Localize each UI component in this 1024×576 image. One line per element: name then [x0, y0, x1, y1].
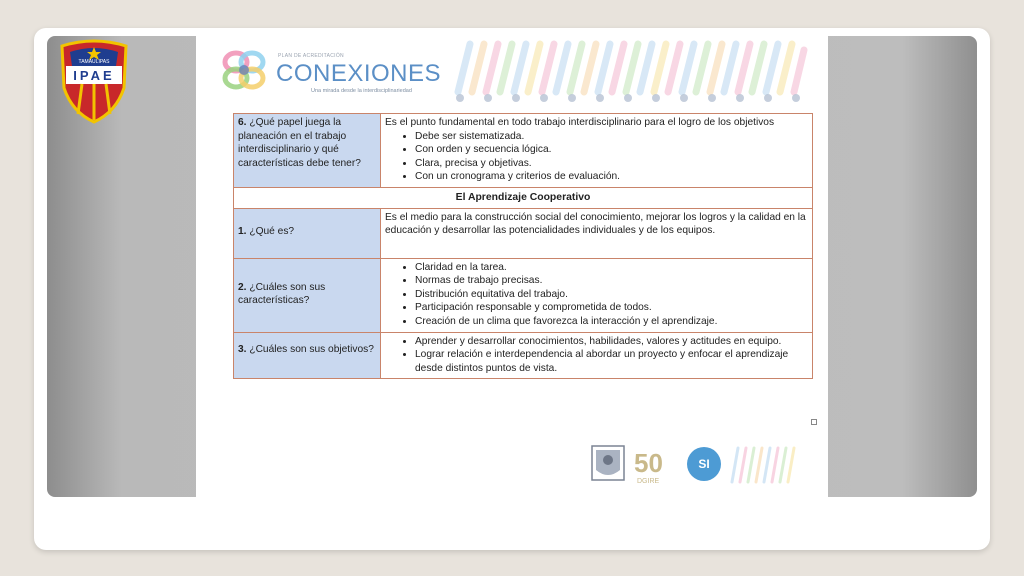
list-item: • Distribución equitativa del trabajo.	[415, 288, 808, 302]
question-number: 1.	[238, 225, 247, 237]
answer-list	[385, 261, 808, 329]
question-number: 6.	[238, 117, 247, 128]
question-number: 2.	[238, 281, 247, 293]
list-item: • Clara, precisa y objetivas.	[415, 157, 808, 171]
question-cell	[234, 332, 381, 379]
list-item: • Lograr relación e interdependencia al abordar un proyecto y enfocar el aprendizaje desde distintos puntos de vista.	[415, 348, 808, 375]
question-cell	[234, 208, 381, 258]
ipae-logo-text: IPAE	[73, 68, 115, 83]
table-row	[234, 208, 813, 258]
dgire-50-icon	[634, 448, 663, 485]
answer-intro: Es el punto fundamental en todo trabajo interdisciplinario para el logro de los objetivos	[385, 117, 775, 128]
section-title: El Aprendizaje Cooperativo	[234, 187, 813, 208]
program-title: CONEXIONES	[276, 60, 442, 87]
answer-list	[385, 335, 808, 376]
striped-m-decoration-icon	[732, 448, 794, 482]
question-text: ¿Cuáles son sus características?	[238, 281, 326, 307]
question-number: 3.	[238, 343, 247, 355]
anniversary-number: 50	[634, 448, 663, 478]
footer-logos	[590, 440, 802, 486]
question-text: ¿Qué papel juega la planeación en el trabajo interdisciplinario y qué características debe tener?	[238, 117, 361, 169]
ipae-shield-icon	[56, 38, 132, 124]
answer-cell	[381, 332, 813, 379]
list-item: • Con orden y secuencia lógica.	[415, 143, 808, 157]
content-table	[233, 113, 813, 379]
question-text: ¿Cuáles son sus objetivos?	[249, 343, 374, 355]
answer-list	[385, 130, 808, 184]
si-badge-text: SI	[698, 457, 710, 471]
striped-m-decoration-icon	[450, 40, 810, 106]
program-kicker: PLAN DE ACREDITACIÓN	[278, 53, 344, 59]
table-row	[234, 114, 813, 188]
answer-cell	[381, 114, 813, 188]
program-subtitle: Una mirada desde la interdisciplinariedad	[311, 88, 412, 94]
answer-text: Es el medio para la construcción social del conocimiento, mejorar los logros y la calidad en la educación y desarrollar las potencialidades individuales y de los equipos.	[385, 211, 806, 237]
si-badge-icon	[687, 447, 721, 481]
list-item: • Debe ser sistematizada.	[415, 130, 808, 144]
list-item: • Creación de un clima que favorezca la interacción y el aprendizaje.	[415, 315, 808, 329]
table-row	[234, 332, 813, 379]
table-row	[234, 258, 813, 332]
list-item: • Claridad en la tarea.	[415, 261, 808, 275]
ipae-seal-text: TAMAULIPAS	[78, 59, 110, 65]
list-item: • Aprender y desarrollar conocimientos, habilidades, valores y actitudes en equipo.	[415, 335, 808, 349]
list-item: • Participación responsable y comprometida de todos.	[415, 301, 808, 315]
list-item: • Con un cronograma y criterios de evaluación.	[415, 170, 808, 184]
list-item: • Normas de trabajo precisas.	[415, 274, 808, 288]
table-resize-handle[interactable]	[811, 419, 817, 425]
unam-seal-icon	[592, 446, 624, 480]
table-row	[234, 187, 813, 208]
answer-cell	[381, 208, 813, 258]
anniversary-org: DGIRE	[637, 478, 660, 485]
question-text: ¿Qué es?	[249, 225, 295, 237]
question-cell	[234, 114, 381, 188]
question-cell	[234, 258, 381, 332]
conexiones-knot-icon	[218, 44, 270, 96]
answer-cell	[381, 258, 813, 332]
